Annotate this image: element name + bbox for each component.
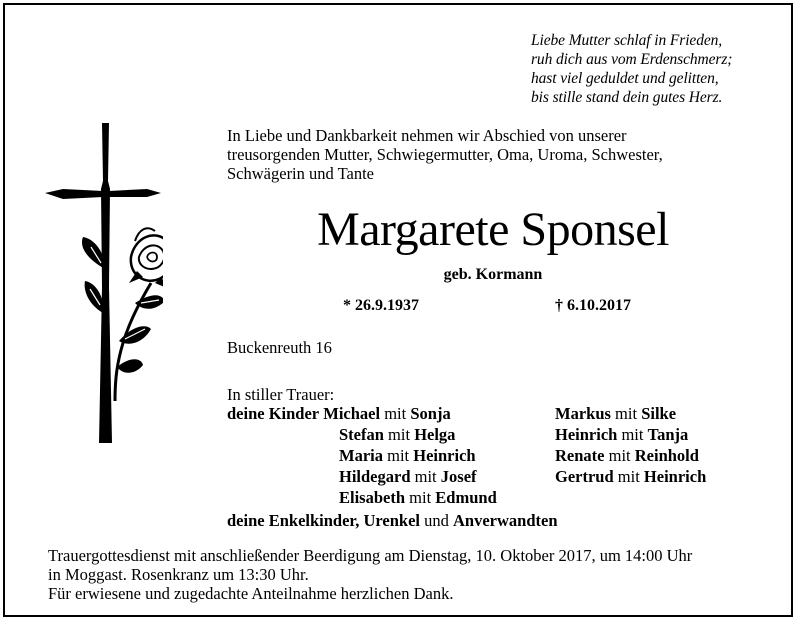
mourner-name: Gertrud [555, 467, 614, 486]
obituary-notice [3, 3, 793, 617]
mourner-name: Stefan [339, 425, 384, 444]
mourner-name: Edmund [435, 488, 497, 507]
mourner-line [555, 404, 676, 423]
intro-text [227, 126, 767, 183]
connector: mit [388, 425, 411, 444]
mourner-line [555, 467, 706, 486]
mourner-name: Maria [339, 446, 383, 465]
mourner-name: Anverwandten [453, 511, 558, 530]
mourner-name: Elisabeth [339, 488, 406, 507]
death-date: † 6.10.2017 [555, 297, 631, 314]
intro-line: Schwägerin und Tante [227, 164, 375, 183]
connector: und [424, 511, 449, 530]
poem-line: ruh dich aus vom Erdenschmerz; [531, 51, 733, 68]
mourner-line [227, 404, 451, 423]
connector: mit [414, 467, 437, 486]
mourner-name: Sonja [410, 404, 451, 423]
mourner-line [339, 425, 455, 444]
mourner-name: Josef [440, 467, 477, 486]
connector: mit [621, 425, 644, 444]
mourner-name: Michael [323, 404, 381, 423]
rose-icon [129, 228, 163, 289]
connector: mit [387, 446, 410, 465]
poem-line: hast viel geduldet und gelitten, [531, 70, 719, 87]
mourner-name: Tanja [647, 425, 689, 444]
poem-line: Liebe Mutter schlaf in Frieden, [531, 32, 723, 49]
footer-line: Trauergottesdienst mit anschließender Beerdigung am Dienstag, 10. Oktober 2017, um 14:00 Uhr [48, 546, 693, 565]
poem [531, 31, 781, 107]
mourner-name: Markus [555, 404, 611, 423]
mourning-label: In stiller Trauer: [227, 385, 335, 404]
connector: mit [608, 446, 631, 465]
mourner-name: deine Enkelkinder, Urenkel [227, 511, 420, 530]
mourner-name: Heinrich [643, 467, 707, 486]
maiden-name: geb. Kormann [443, 266, 543, 283]
mourner-name: Heinrich [555, 425, 618, 444]
connector: mit [617, 467, 640, 486]
mourner-line [555, 446, 699, 465]
mourner-name: Heinrich [413, 446, 476, 465]
mourner-name: Renate [555, 446, 605, 465]
mourner-name: Hildegard [339, 467, 411, 486]
mourner-name: Helga [414, 425, 456, 444]
mourner-line [339, 446, 476, 465]
service-info [48, 546, 788, 603]
mourner-line [339, 467, 477, 486]
deceased-name: Margarete Sponsel [317, 203, 669, 256]
address: Buckenreuth 16 [227, 338, 332, 357]
mourner-name: Silke [641, 404, 677, 423]
mourner-line [339, 488, 497, 507]
intro-line: In Liebe und Dankbarkeit nehmen wir Abschied von unserer [227, 126, 627, 145]
cross-with-rose-icon [43, 117, 163, 447]
children-label: deine Kinder [227, 404, 320, 423]
connector: mit [409, 488, 432, 507]
connector: mit [615, 404, 638, 423]
mourner-line [227, 511, 558, 530]
mourner-name: Reinhold [634, 446, 699, 465]
poem-line: bis stille stand dein gutes Herz. [531, 89, 723, 106]
connector: mit [384, 404, 407, 423]
mourner-line [555, 425, 688, 444]
footer-line: Für erwiesene und zugedachte Anteilnahme herzlichen Dank. [48, 584, 454, 603]
intro-line: treusorgenden Mutter, Schwiegermutter, Oma, Uroma, Schwester, [227, 145, 663, 164]
birth-date: * 26.9.1937 [343, 297, 419, 314]
footer-line: in Moggast. Rosenkranz um 13:30 Uhr. [48, 565, 309, 584]
